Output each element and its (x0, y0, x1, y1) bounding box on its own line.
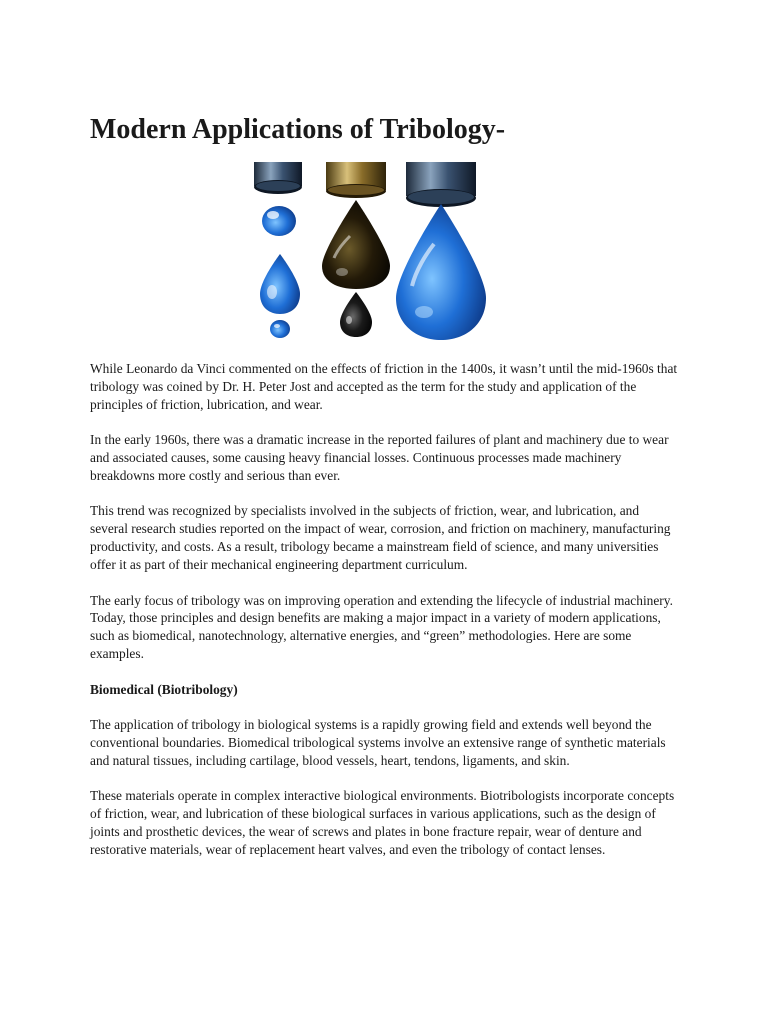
section-heading: Biomedical (Biotribology) (90, 681, 238, 697)
paragraph: These materials operate in complex interactive biological environments. Biotribologists incorporate concepts of friction, wear, and lubrication of these biological surfaces in various applications, such as the design of joints and prosthetic devices, the wear of screws and plates in bone fracture repair, wear of denture and restorative materials, wear of replacement heart valves, and even the tribology of contact lenses. (90, 788, 675, 858)
paragraph: The application of tribology in biological systems is a rapidly growing field and extends well beyond the conventional boundaries. Biomedical tribological systems involve an extensive range of synthetic materials and natural tissues, including cartilage, blood vessels, heart, tendons, ligaments, and skin. (90, 717, 666, 768)
paragraph: In the early 1960s, there was a dramatic increase in the reported failures of plant and machinery due to wear and associated causes, some causing heavy financial losses. Continuous processes made machinery breakdowns more costly and serious than ever. (90, 432, 669, 484)
paragraph: This trend was recognized by specialists involved in the subjects of friction, wear, and lubrication, and several research studies reported on the impact of wear, corrosion, and friction on machinery, manufacturing productivity, and costs. As a result, tribology became a mainstream field of science, and many universities offer it as part of their mechanical engineering department curriculum. (90, 503, 671, 573)
paragraph: While Leonardo da Vinci commented on the effects of friction in the 1400s, it wasn’t until the mid-1960s that tribology was coined by Dr. H. Peter Jost and accepted as the term for the study and application of the principles of friction, lubrication, and wear. (90, 361, 678, 412)
paragraph: The early focus of tribology was on improving operation and extending the lifecycle of industrial machinery. Today, those principles and design benefits are making a major impact in a variety of modern applications, such as biomedical, nanotechnology, alternative energies, and “green” methodologies. Here are some examples. (90, 592, 673, 662)
oil-drops-illustration (250, 162, 502, 344)
article-body (90, 360, 680, 876)
page-title: Modern Applications of Tribology- (90, 114, 506, 145)
